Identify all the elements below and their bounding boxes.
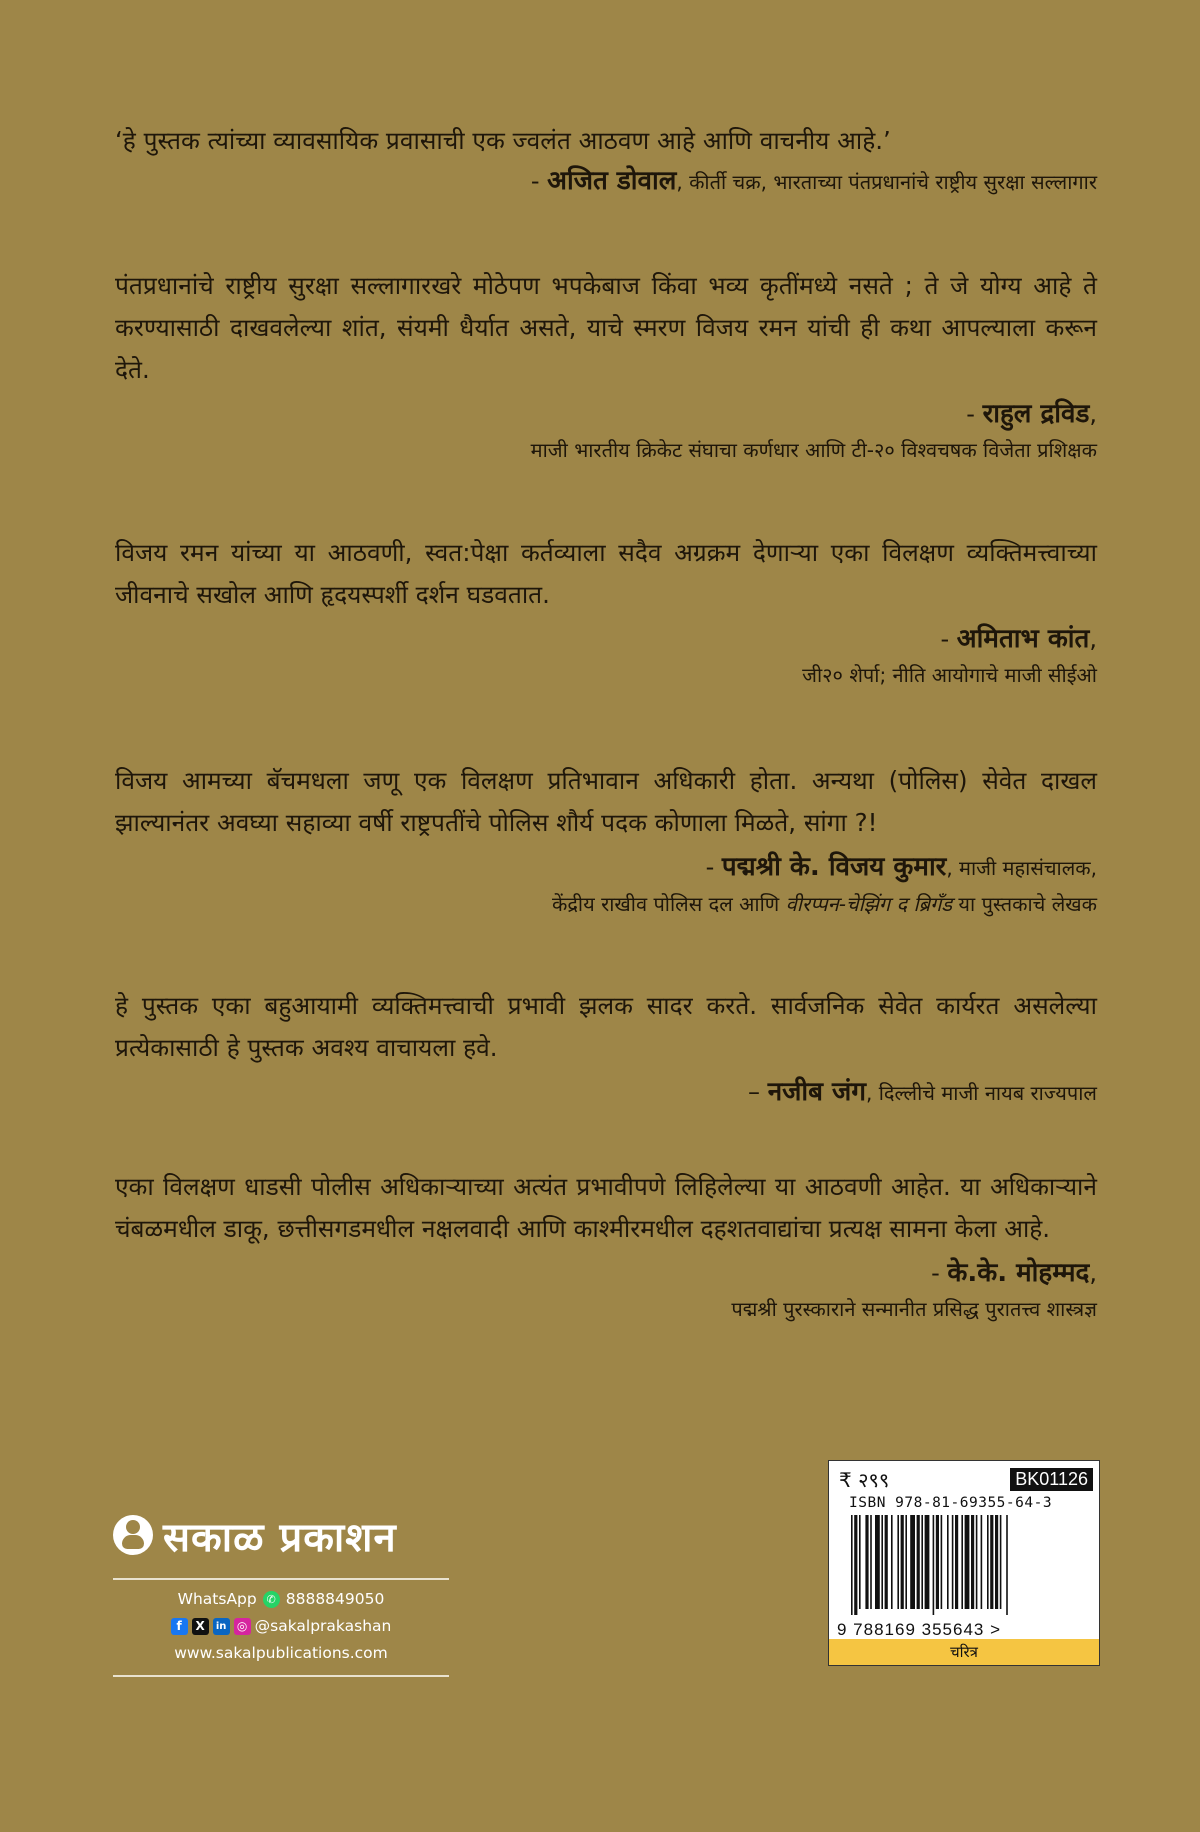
barcode-bar xyxy=(955,1515,958,1609)
barcode-bar xyxy=(851,1515,853,1615)
barcode-bar xyxy=(947,1515,949,1609)
barcode-bar xyxy=(891,1515,893,1609)
barcode-bar xyxy=(865,1515,868,1609)
barcode-header xyxy=(829,1461,1099,1493)
blurb-vijay-kumar xyxy=(115,760,1097,921)
contact-info xyxy=(113,1586,449,1667)
endorser-name: राहुल द्रविड xyxy=(982,399,1090,429)
blurb-kant xyxy=(115,532,1097,692)
barcode-bar xyxy=(987,1515,989,1609)
barcode-bar xyxy=(921,1515,923,1609)
barcode-bar xyxy=(881,1515,883,1609)
social-handle[interactable]: @sakalprakashan xyxy=(254,1617,392,1635)
endorser-name: अजित डोवाल xyxy=(547,166,677,196)
genre-label: चरित्र xyxy=(829,1639,1099,1665)
barcode-bar xyxy=(936,1515,939,1609)
product-code: BK01126 xyxy=(1010,1468,1093,1491)
barcode-bar xyxy=(990,1515,993,1609)
publisher-block xyxy=(113,1506,449,1677)
endorser-name: पद्मश्री के. विजय कुमार xyxy=(721,852,947,882)
publisher-name: सकाळ प्रकाशन xyxy=(163,1514,397,1561)
blurb-jung xyxy=(115,985,1097,1112)
divider xyxy=(113,1578,449,1580)
blurb-attribution: - के.के. मोहम्मद, xyxy=(931,1258,1097,1288)
website-link[interactable]: www.sakalpublications.com xyxy=(174,1644,388,1662)
blurb-attribution: - पद्मश्री के. विजय कुमार, माजी महासंचालक, xyxy=(705,852,1097,882)
barcode-bar xyxy=(905,1515,907,1609)
facebook-icon[interactable]: f xyxy=(171,1618,188,1635)
barcode-bar xyxy=(859,1515,861,1609)
barcode-bar xyxy=(995,1515,998,1609)
barcode-bar xyxy=(933,1515,935,1615)
endorser-role: , दिल्लीचे माजी नायब राज्यपाल xyxy=(865,1081,1097,1105)
barcode-digits: 9 788169 355643 > xyxy=(837,1620,1002,1639)
whatsapp-number[interactable]: 8888849050 xyxy=(285,1590,385,1608)
blurb-attribution: - राहुल द्रविड, xyxy=(966,399,1097,429)
endorser-role: , कीर्ती चक्र, भारताच्या पंतप्रधानांचे राष्ट्रीय सुरक्षा सल्लागार xyxy=(676,170,1097,194)
barcode-bar xyxy=(976,1515,978,1609)
whatsapp-row: WhatsApp ✆ 8888849050 xyxy=(113,1586,449,1613)
barcode-bar xyxy=(875,1515,880,1609)
endorser-role: जी२० शेर्पा; नीति आयोगाचे माजी सीईओ xyxy=(802,663,1097,687)
blurb-attribution: - अमिताभ कांत, xyxy=(940,624,1097,654)
price: ₹ २९९ xyxy=(839,1467,890,1492)
divider xyxy=(113,1675,449,1677)
barcode-bar xyxy=(910,1515,915,1609)
publisher-logo-icon xyxy=(113,1515,153,1555)
social-row xyxy=(113,1613,449,1640)
endorser-role: पद्मश्री पुरस्काराने सन्मानीत प्रसिद्ध पुरातत्त्व शास्त्रज्ञ xyxy=(731,1297,1097,1321)
barcode-bar xyxy=(1006,1515,1008,1615)
blurb-text: एका विलक्षण धाडसी पोलीस अधिकाऱ्याच्या अत्यंत प्रभावीपणे लिहिलेल्या या आठवणी आहेत. या अधिकाऱ्याने चंबळमधील डाकू, छत्तीसगडमधील नक्षलवादी आणि काश्मीरमधील दहशतवाद्यांचा प्रत्यक्ष सामना केला आहे. xyxy=(115,1172,1097,1243)
barcode-bar xyxy=(981,1515,983,1609)
blurb-mohammed xyxy=(115,1166,1097,1326)
endorser-name: के.के. मोहम्मद xyxy=(947,1258,1090,1288)
barcode-bar xyxy=(952,1515,954,1609)
whatsapp-icon: ✆ xyxy=(263,1591,280,1608)
linkedin-icon[interactable]: in xyxy=(213,1618,230,1635)
barcode-bar xyxy=(925,1515,930,1609)
barcode-bar xyxy=(870,1515,872,1609)
book-title: वीरप्पन-चेझिंग द ब्रिगँड xyxy=(785,892,953,916)
barcode-bar xyxy=(941,1515,943,1609)
barcode-image xyxy=(849,1515,1079,1615)
barcode-bar xyxy=(965,1515,970,1609)
barcode-bar xyxy=(961,1515,963,1609)
blurb-text: विजय रमन यांच्या या आठवणी, स्वत:पेक्षा कर्तव्याला सदैव अग्रक्रम देणाऱ्या एका विलक्षण व्यक्तिमत्त्वाच्या जीवनाचे सखोल आणि हृदयस्पर्शी दर्शन घडवतात. xyxy=(115,538,1097,609)
blurb-attribution: – नजीब जंग, दिल्लीचे माजी नायब राज्यपाल xyxy=(748,1077,1097,1107)
endorser-role: माजी भारतीय क्रिकेट संघाचा कर्णधार आणि टी-२० विश्वचषक विजेता प्रशिक्षक xyxy=(530,438,1097,462)
x-icon[interactable]: X xyxy=(192,1618,209,1635)
barcode-box xyxy=(828,1460,1100,1666)
blurb-text: ‘हे पुस्तक त्यांच्या व्यावसायिक प्रवासाची एक ज्वलंत आठवण आहे आणि वाचनीय आहे.’ xyxy=(115,126,891,155)
barcode-bar xyxy=(854,1515,857,1615)
barcode-bar xyxy=(901,1515,904,1609)
isbn-text: ISBN 978-81-69355-64-3 xyxy=(849,1495,1053,1511)
blurb-text: विजय आमच्या बॅचमधला जणू एक विलक्षण प्रतिभावान अधिकारी होता. अन्यथा (पोलिस) सेवेत दाखल झाल्यानंतर अवघ्या सहाव्या वर्षी राष्ट्रपतींचे पोलिस शौर्य पदक कोणाला मिळते, सांगा ?! xyxy=(115,766,1097,837)
blurb-attribution: - अजित डोवाल, कीर्ती चक्र, भारताच्या पंतप्रधानांचे राष्ट्रीय सुरक्षा सल्लागार xyxy=(530,166,1097,196)
barcode-bar xyxy=(971,1515,974,1609)
blurb-doval xyxy=(115,120,1097,201)
blurb-dravid xyxy=(115,265,1097,467)
barcode-bar xyxy=(917,1515,920,1609)
blurb-text: हे पुस्तक एका बहुआयामी व्यक्तिमत्त्वाची प्रभावी झलक सादर करते. सार्वजनिक सेवेत कार्यरत असलेल्या प्रत्येकासाठी हे पुस्तक अवश्य वाचायला हवे. xyxy=(115,991,1097,1062)
endorser-name: नजीब जंग xyxy=(767,1077,866,1107)
endorser-role: केंद्रीय राखीव पोलिस दल आणि वीरप्पन-चेझिंग द ब्रिगँड या पुस्तकाचे लेखक xyxy=(551,892,1097,916)
instagram-icon[interactable]: ◎ xyxy=(234,1618,251,1635)
blurb-text: पंतप्रधानांचे राष्ट्रीय सुरक्षा सल्लागारखरे मोठेपण भपकेबाज किंवा भव्य कृतींमध्ये नसते ; ते जे योग्य आहे ते करण्यासाठी दाखवलेल्या शांत, संयमी धैर्यात असते, याचे स्मरण विजय रमन यांची ही कथा आपल्याला करून देते. xyxy=(115,271,1097,384)
barcode-bar xyxy=(885,1515,888,1609)
barcode-bar xyxy=(897,1515,899,1609)
publisher-logo xyxy=(113,1506,449,1564)
barcode-bar xyxy=(1000,1515,1002,1609)
endorser-name: अमिताभ कांत xyxy=(956,624,1090,654)
